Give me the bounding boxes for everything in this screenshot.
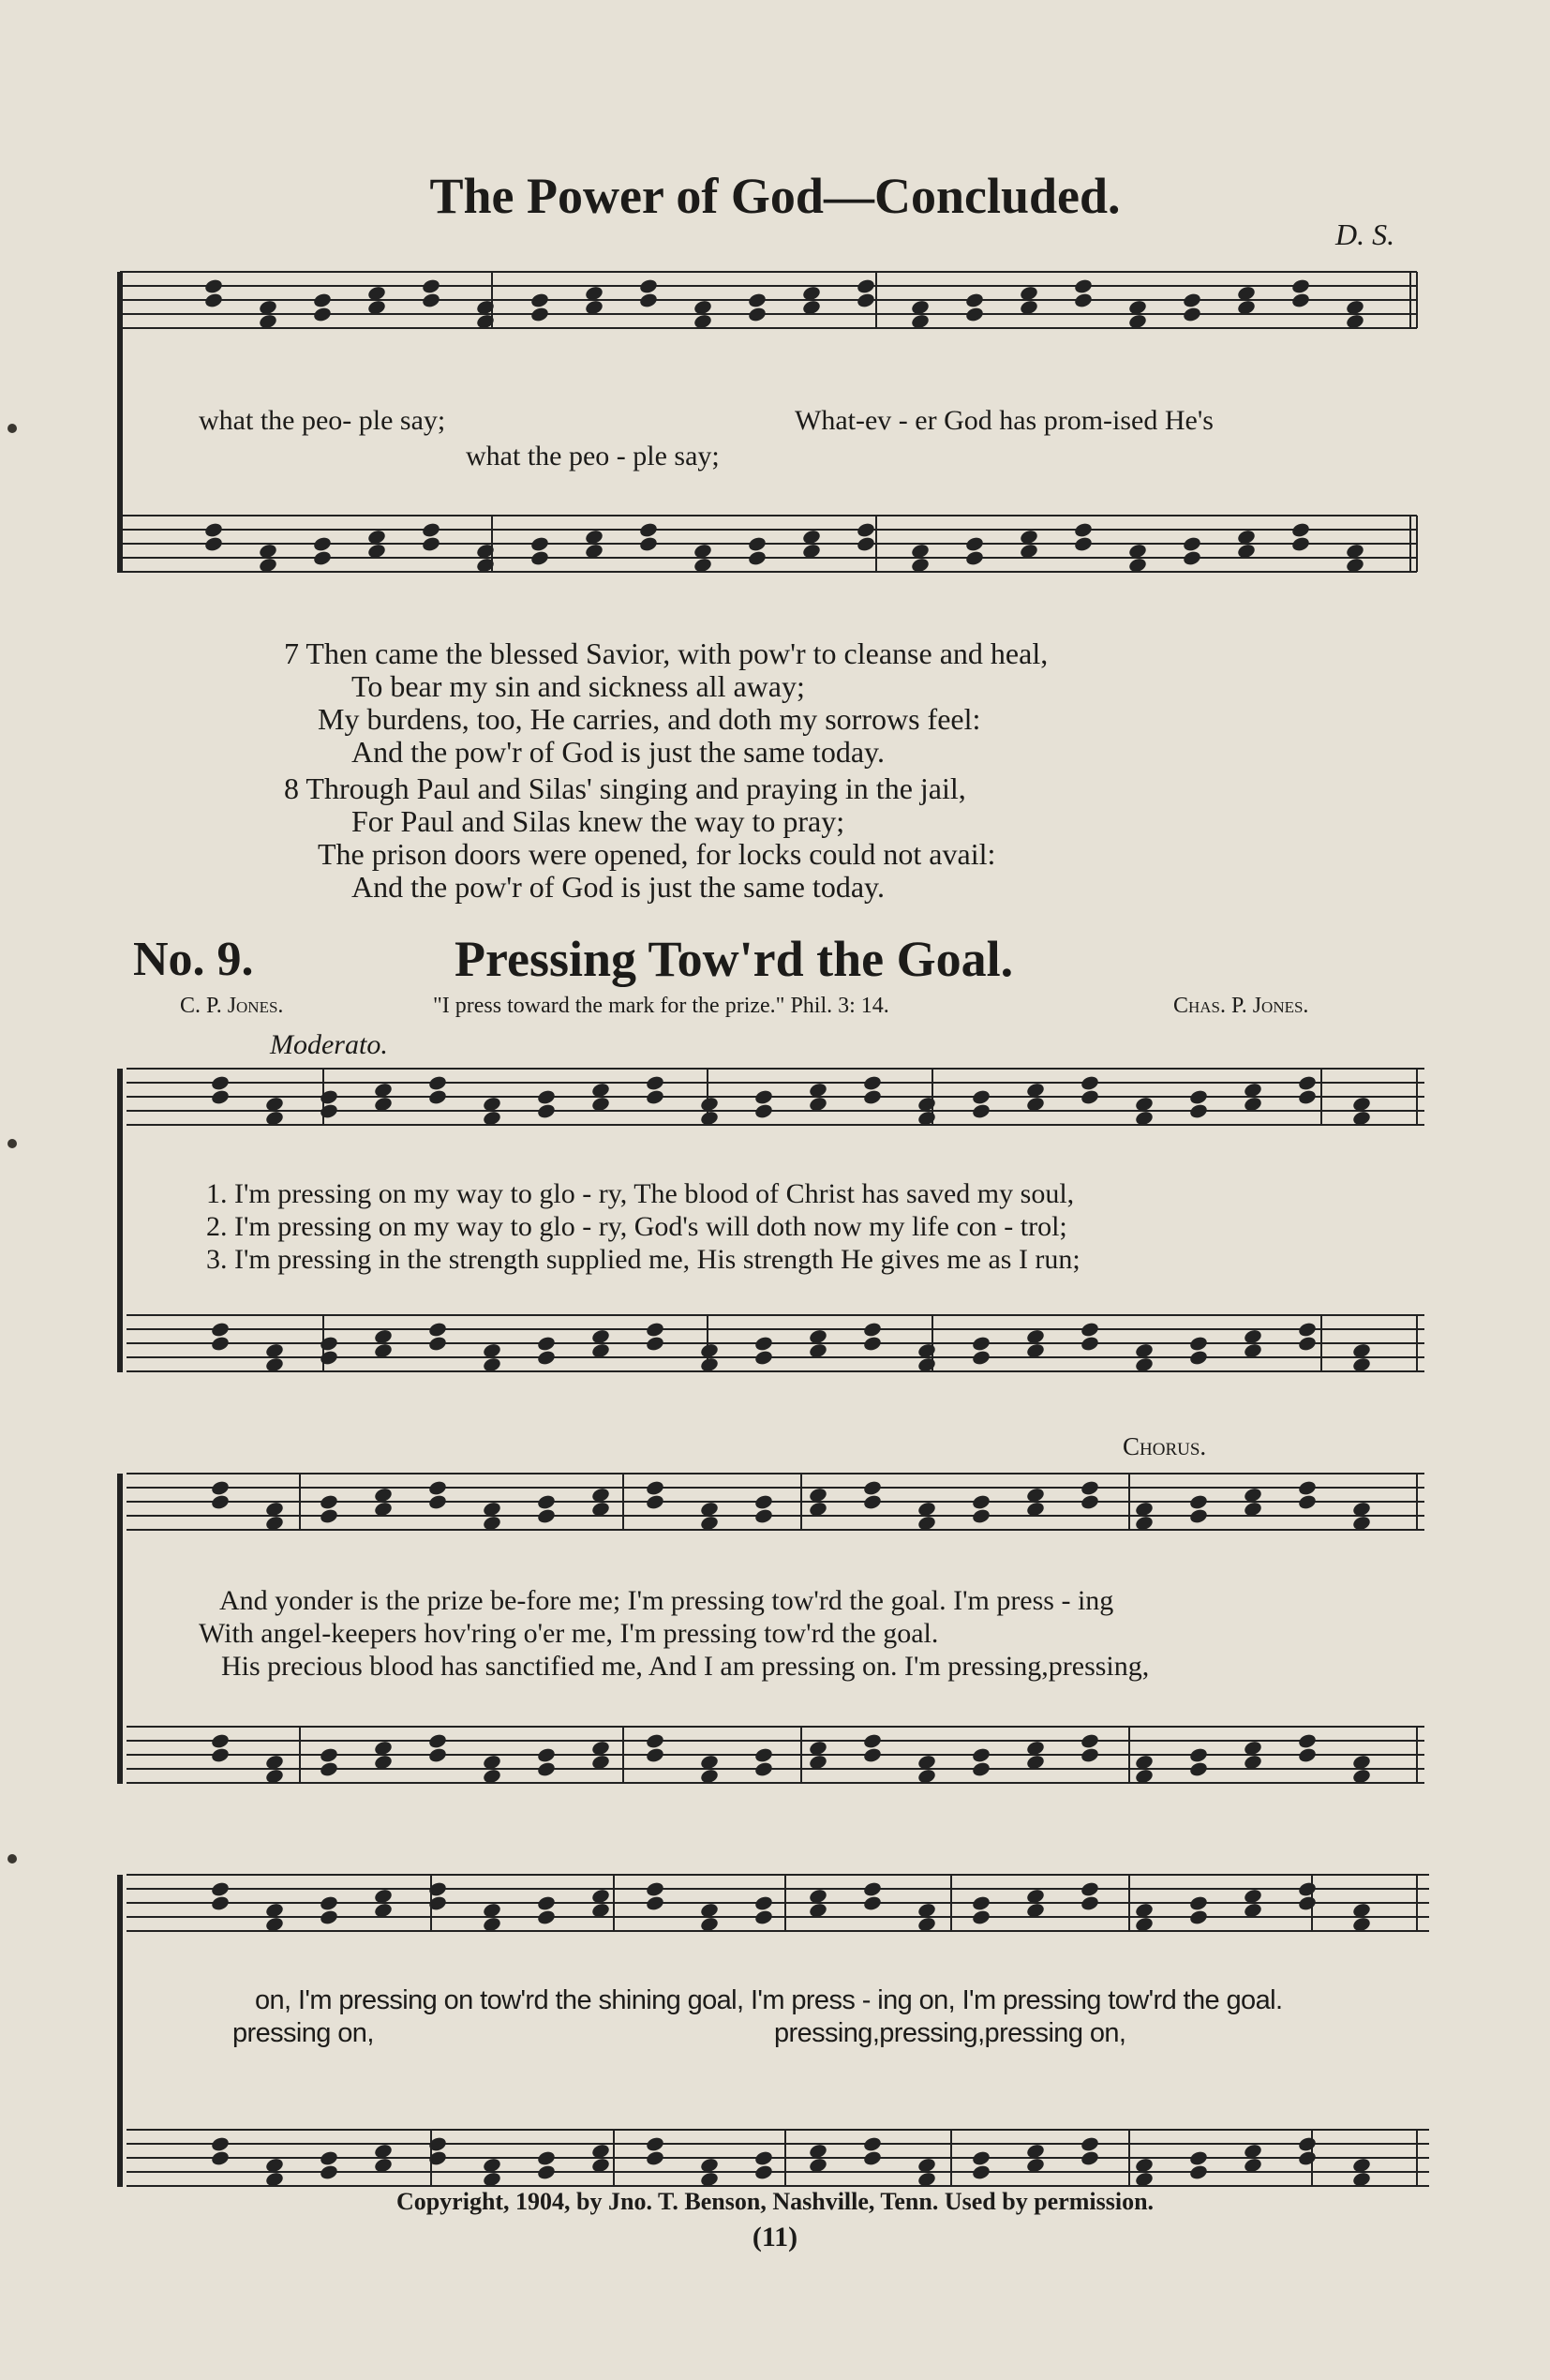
- note-head: [971, 1894, 991, 1911]
- note-head: [1297, 1335, 1317, 1352]
- margin-mark: [7, 424, 17, 433]
- note-head: [1290, 535, 1310, 552]
- note-head: [1080, 2149, 1099, 2166]
- note-head: [319, 1908, 338, 1925]
- note-head: [421, 277, 440, 294]
- note-head: [753, 1746, 773, 1763]
- note-head: [971, 1507, 991, 1524]
- note-head: [529, 535, 549, 552]
- note-head: [529, 306, 549, 322]
- note-head: [210, 1493, 230, 1510]
- note-head: [862, 1493, 882, 1510]
- note-head: [427, 1746, 447, 1763]
- note-head: [210, 1088, 230, 1105]
- note-head: [536, 1507, 556, 1524]
- note-head: [638, 292, 658, 308]
- note-head: [1297, 2135, 1317, 2152]
- note-head: [971, 2163, 991, 2180]
- note-head: [536, 1088, 556, 1105]
- note-head: [862, 1335, 882, 1352]
- hymn-title: Pressing Tow'rd the Goal.: [455, 931, 1014, 987]
- lyric-line: what the peo - ple say;: [466, 441, 720, 472]
- note-head: [645, 1493, 664, 1510]
- note-head: [1290, 521, 1310, 538]
- note-head: [427, 1335, 447, 1352]
- note-head: [862, 1894, 882, 1911]
- lyric-line: what the peo- ple say;: [199, 405, 446, 436]
- note-head: [971, 1102, 991, 1119]
- note-head: [645, 2135, 664, 2152]
- note-head: [1080, 1880, 1099, 1897]
- verse-line: 1. I'm pressing on my way to glo - ry, The blood of Christ has saved my soul,: [206, 1178, 1075, 1209]
- note-head: [203, 535, 223, 552]
- note-head: [964, 306, 984, 322]
- note-head: [319, 1507, 338, 1524]
- chorus-label: Chorus.: [1123, 1432, 1207, 1460]
- note-head: [312, 535, 332, 552]
- note-head: [856, 521, 875, 538]
- note-head: [1073, 521, 1093, 538]
- verse-line: And the pow'r of God is just the same today.: [351, 870, 885, 904]
- note-head: [645, 1746, 664, 1763]
- note-head: [1290, 292, 1310, 308]
- note-head: [319, 2149, 338, 2166]
- note-head: [1297, 1321, 1317, 1338]
- lyric-line: His precious blood has sanctified me, And I am pressing on. I'm pressing,pressing,: [221, 1651, 1150, 1682]
- note-head: [1188, 1894, 1208, 1911]
- note-head: [1073, 535, 1093, 552]
- note-head: [753, 1088, 773, 1105]
- note-head: [645, 2149, 664, 2166]
- note-head: [645, 1321, 664, 1338]
- note-head: [747, 549, 767, 566]
- note-head: [971, 1908, 991, 1925]
- verse-line: For Paul and Silas knew the way to pray;: [351, 804, 845, 838]
- note-head: [856, 277, 875, 294]
- note-head: [747, 306, 767, 322]
- note-head: [427, 1088, 447, 1105]
- lyric-line: What-ev - er God has prom-ised He's: [795, 405, 1214, 436]
- note-head: [747, 535, 767, 552]
- note-head: [536, 1908, 556, 1925]
- note-head: [536, 1349, 556, 1366]
- note-head: [1297, 2149, 1317, 2166]
- note-head: [1188, 1746, 1208, 1763]
- note-head: [1297, 1479, 1317, 1496]
- note-head: [1080, 1732, 1099, 1749]
- note-head: [753, 2149, 773, 2166]
- ds-mark: D. S.: [1335, 217, 1395, 251]
- note-head: [1297, 1746, 1317, 1763]
- note-head: [1188, 1908, 1208, 1925]
- note-head: [862, 2135, 882, 2152]
- note-head: [536, 2149, 556, 2166]
- note-head: [421, 521, 440, 538]
- note-head: [203, 521, 223, 538]
- verse-7: [284, 637, 1048, 769]
- note-head: [1182, 549, 1201, 566]
- note-head: [319, 1493, 338, 1510]
- lyric-line: And yonder is the prize be-fore me; I'm pressing tow'rd the goal. I'm press - ing: [219, 1585, 1114, 1616]
- note-head: [210, 1321, 230, 1338]
- note-head: [1297, 1074, 1317, 1091]
- copyright: Copyright, 1904, by Jno. T. Benson, Nashville, Tenn. Used by permission.: [395, 2188, 1155, 2215]
- note-head: [210, 1479, 230, 1496]
- note-head: [536, 1335, 556, 1352]
- note-head: [210, 1880, 230, 1897]
- note-head: [1188, 2149, 1208, 2166]
- note-head: [971, 1760, 991, 1777]
- verse-line: 3. I'm pressing in the strength supplied me, His strength He gives me as I run;: [206, 1244, 1081, 1275]
- note-head: [210, 2149, 230, 2166]
- note-head: [753, 1908, 773, 1925]
- lyric-line: pressing,pressing,pressing on,: [774, 2018, 1126, 2048]
- note-head: [753, 1493, 773, 1510]
- note-head: [1182, 535, 1201, 552]
- note-head: [862, 1746, 882, 1763]
- verse-line: The prison doors were opened, for locks could not avail:: [318, 837, 996, 871]
- verse-line: To bear my sin and sickness all away;: [351, 669, 805, 703]
- note-head: [312, 292, 332, 308]
- verse-line: 7 Then came the blessed Savior, with pow'r to cleanse and heal,: [284, 636, 1049, 670]
- note-head: [645, 1880, 664, 1897]
- lyric-line: pressing on,: [232, 2018, 374, 2048]
- note-head: [856, 292, 875, 308]
- note-head: [645, 1074, 664, 1091]
- note-head: [971, 1349, 991, 1366]
- note-head: [1297, 1088, 1317, 1105]
- note-head: [645, 1335, 664, 1352]
- note-head: [862, 1732, 882, 1749]
- note-head: [1188, 1493, 1208, 1510]
- note-head: [747, 292, 767, 308]
- note-head: [1073, 277, 1093, 294]
- note-head: [1188, 2163, 1208, 2180]
- note-head: [638, 521, 658, 538]
- note-head: [210, 2135, 230, 2152]
- note-head: [1188, 1335, 1208, 1352]
- note-head: [964, 292, 984, 308]
- margin-mark: [7, 1854, 17, 1864]
- note-head: [1290, 277, 1310, 294]
- note-head: [536, 1746, 556, 1763]
- note-head: [971, 1335, 991, 1352]
- lyricist: C. P. Jones.: [180, 994, 284, 1018]
- note-head: [427, 1321, 447, 1338]
- note-head: [536, 1894, 556, 1911]
- note-head: [210, 1074, 230, 1091]
- note-head: [645, 1088, 664, 1105]
- note-head: [645, 1732, 664, 1749]
- upper-hymn-title: The Power of God—Concluded.: [429, 168, 1121, 224]
- note-head: [1080, 1493, 1099, 1510]
- note-head: [862, 1088, 882, 1105]
- note-head: [753, 1349, 773, 1366]
- note-head: [753, 1335, 773, 1352]
- verse-line: 8 Through Paul and Silas' singing and praying in the jail,: [284, 771, 966, 805]
- note-head: [964, 549, 984, 566]
- note-head: [319, 1102, 338, 1119]
- note-head: [319, 1349, 338, 1366]
- note-head: [536, 1102, 556, 1119]
- verse-line: 2. I'm pressing on my way to glo - ry, God's will doth now my life con - trol;: [206, 1211, 1067, 1242]
- note-head: [753, 1760, 773, 1777]
- lyric-line: on, I'm pressing on tow'rd the shining goal, I'm press - ing on, I'm pressing tow'rd the goal.: [255, 1985, 1283, 2015]
- note-head: [1182, 306, 1201, 322]
- note-head: [1182, 292, 1201, 308]
- hymn-number: No. 9.: [133, 933, 254, 986]
- verse-line: And the pow'r of God is just the same today.: [351, 735, 885, 769]
- note-head: [319, 1894, 338, 1911]
- page-number: (11): [752, 2222, 798, 2253]
- note-head: [862, 1479, 882, 1496]
- note-head: [203, 277, 223, 294]
- note-head: [210, 1335, 230, 1352]
- note-head: [1297, 1732, 1317, 1749]
- note-head: [638, 535, 658, 552]
- note-head: [862, 2149, 882, 2166]
- note-head: [862, 1880, 882, 1897]
- note-head: [319, 1760, 338, 1777]
- note-head: [1080, 1321, 1099, 1338]
- note-head: [1188, 1507, 1208, 1524]
- note-head: [536, 2163, 556, 2180]
- note-head: [427, 1074, 447, 1091]
- note-head: [536, 1760, 556, 1777]
- tempo-marking: Moderato.: [270, 1029, 388, 1060]
- note-head: [1188, 1088, 1208, 1105]
- note-head: [1188, 1102, 1208, 1119]
- note-head: [536, 1493, 556, 1510]
- note-head: [971, 1493, 991, 1510]
- note-head: [312, 549, 332, 566]
- margin-mark: [7, 1139, 17, 1148]
- note-head: [971, 2149, 991, 2166]
- note-head: [753, 2163, 773, 2180]
- note-head: [1080, 1074, 1099, 1091]
- note-head: [753, 1102, 773, 1119]
- note-head: [319, 1335, 338, 1352]
- note-head: [529, 549, 549, 566]
- note-head: [319, 1088, 338, 1105]
- note-head: [210, 1746, 230, 1763]
- note-head: [862, 1074, 882, 1091]
- note-head: [421, 292, 440, 308]
- note-head: [1080, 1335, 1099, 1352]
- note-head: [203, 292, 223, 308]
- note-head: [1297, 1493, 1317, 1510]
- note-head: [971, 1088, 991, 1105]
- note-head: [753, 1894, 773, 1911]
- note-head: [210, 1732, 230, 1749]
- note-head: [1080, 1746, 1099, 1763]
- note-head: [1297, 1880, 1317, 1897]
- note-head: [638, 277, 658, 294]
- note-head: [210, 1894, 230, 1911]
- note-head: [645, 1894, 664, 1911]
- lyric-line: With angel-keepers hov'ring o'er me, I'm pressing tow'rd the goal.: [199, 1618, 939, 1649]
- note-head: [1080, 1088, 1099, 1105]
- note-head: [319, 2163, 338, 2180]
- note-head: [862, 1321, 882, 1338]
- note-head: [312, 306, 332, 322]
- note-head: [1073, 292, 1093, 308]
- note-head: [1188, 1349, 1208, 1366]
- note-head: [427, 1732, 447, 1749]
- system2-lyrics: [199, 1584, 1149, 1683]
- verse-line: My burdens, too, He carries, and doth my sorrows feel:: [318, 702, 981, 736]
- composer: Chas. P. Jones.: [1173, 994, 1309, 1018]
- note-head: [1297, 1894, 1317, 1911]
- note-head: [753, 1507, 773, 1524]
- verse-8: [284, 772, 995, 904]
- note-head: [971, 1746, 991, 1763]
- note-head: [1080, 1479, 1099, 1496]
- note-head: [427, 1479, 447, 1496]
- note-head: [1080, 1894, 1099, 1911]
- note-head: [856, 535, 875, 552]
- note-head: [964, 535, 984, 552]
- system1-verses: [206, 1177, 1081, 1276]
- note-head: [319, 1746, 338, 1763]
- note-head: [1080, 2135, 1099, 2152]
- note-head: [529, 292, 549, 308]
- note-head: [421, 535, 440, 552]
- epigraph: "I press toward the mark for the prize." Phil. 3: 14.: [433, 994, 889, 1018]
- note-head: [1188, 1760, 1208, 1777]
- note-head: [427, 1493, 447, 1510]
- note-head: [645, 1479, 664, 1496]
